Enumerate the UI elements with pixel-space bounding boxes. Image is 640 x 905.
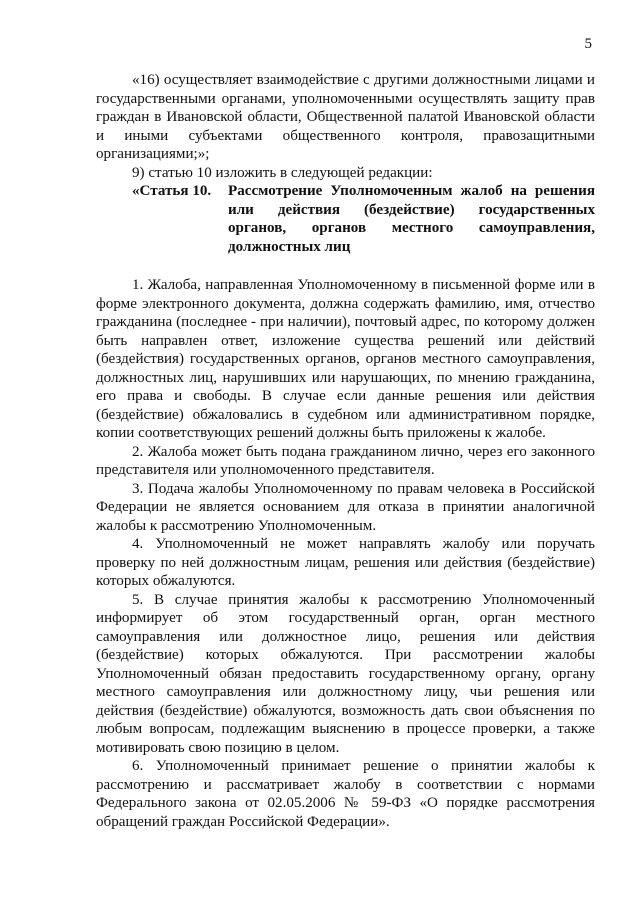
- article-heading: [96, 182, 595, 256]
- article-paragraph-1: 1. Жалоба, направленная Уполномоченному в письменной форме или в форме электронного документа, должна содержать фамилию, имя, отчество гражданина (последнее - при наличии), почтовый адрес, по которому должен быть направлен ответ, изложение существа решений или действий (бездействия) государственных органов, органов местного самоуправления, должностных лиц, нарушивших или нарушающих, по мнению гражданина, его права и свободы. В случае если данные решения или действия (бездействие) обжаловались в судебном или административном порядке, копии соответствующих решений должны быть приложены к жалобе.: [96, 277, 595, 441]
- page-number: 5: [584, 36, 592, 52]
- article-title: Рассмотрение Уполномоченным жалоб на решения или действия (бездействие) государственных органов, органов местного самоуправления, должностных лиц: [228, 183, 595, 255]
- article-paragraph-6: 6. Уполномоченный принимает решение о принятии жалобы к рассмотрению и рассматривает жалобу в соответствии с нормами Федерального закона от 02.05.2006 № 59-ФЗ «О порядке рассмотрения обращений граждан Российской Федерации».: [96, 758, 595, 830]
- article-paragraph-3: 3. Подача жалобы Уполномоченному по правам человека в Российской Федерации не является основанием для отказа в принятии аналогичной жалобы к рассмотрению Уполномоченным.: [96, 480, 595, 534]
- article-paragraph-2: 2. Жалоба может быть подана гражданином лично, через его законного представителя или уполномоченного представителя.: [96, 443, 595, 478]
- amendment-instruction: 9) статью 10 изложить в следующей редакции:: [132, 164, 433, 181]
- amendment-item-16: «16) осуществляет взаимодействие с другими должностными лицами и государственными органами, уполномоченными осуществлять защиту прав граждан в Ивановской области, Общественной палатой Ивановской области и иными субъектами общественного контроля, правозащитными организациями;»;: [96, 72, 595, 162]
- article-paragraph-5: 5. В случае принятия жалобы к рассмотрению Уполномоченный информирует об этом государственный орган, орган местного самоуправления или должностное лицо, решения или действия (бездействие) которых обжалуются. При рассмотрении жалобы Уполномоченный обязан предоставить государственному органу, органу местного самоуправления или должностному лицу, чьи решения или действия (бездействие) обжалуются, возможность дать свои объяснения по любым вопросам, подлежащим выяснению в процессе проверки, а также мотивировать свою позицию в целом.: [96, 591, 595, 756]
- article-paragraph-4: 4. Уполномоченный не может направлять жалобу или поручать проверку по ней должностным лицам, решения или действия (бездействие) которых обжалуются.: [96, 536, 595, 589]
- article-number: «Статья 10.: [132, 183, 212, 199]
- document-body: [96, 71, 595, 831]
